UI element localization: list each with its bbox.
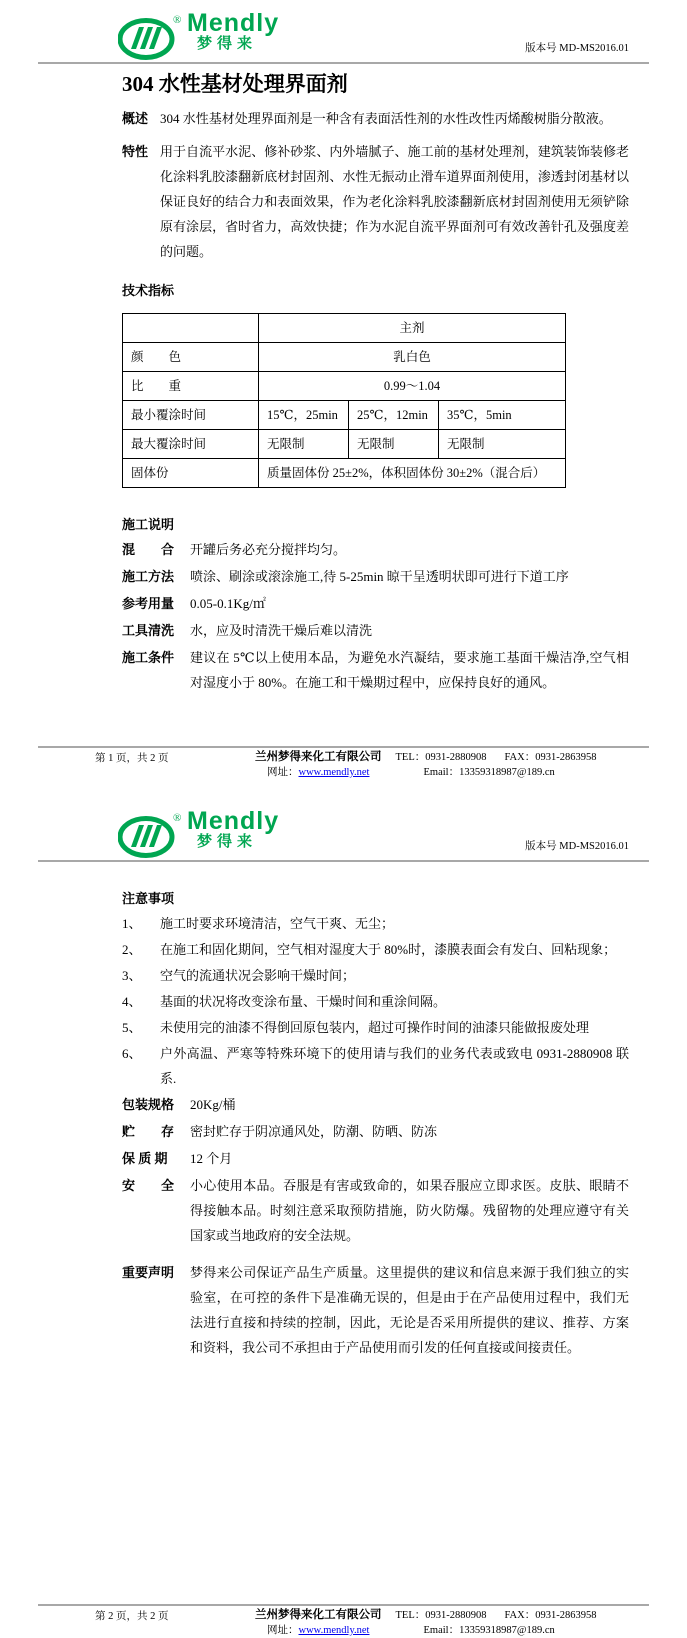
notice-text: 户外高温、严寒等特殊环境下的使用请与我们的业务代表或致电 0931-2880908 联系.	[160, 1046, 629, 1086]
spec-color-label: 颜 色	[123, 343, 259, 372]
table-row	[123, 401, 566, 430]
conditions-text: 建议在 5℃以上使用本品，为避免水汽凝结，要求施工基面干燥洁净,空气相对湿度小于 80%。在施工和干燥期过程中，应保持良好的通风。	[190, 650, 629, 690]
notice-item-5	[122, 1015, 629, 1040]
spec-max-recoat-label: 最大覆涂时间	[123, 430, 259, 459]
tool-cleaning-row	[122, 618, 629, 643]
feature-text: 用于自流平水泥、修补砂浆、内外墙腻子、施工前的基材处理剂，建筑装饰装修老化涂料乳胶漆翻新底材封固剂、水性无振动止滑车道界面剂使用，渗透封闭基材以保证良好的结合力和表面效果，作为老化涂料乳胶漆翻新底材封固剂使用无须铲除原有涂层，省时省力，高效快捷；作为水泥自流平界面剂可有效改善针孔及强度差的问题。	[160, 144, 629, 259]
mendly-logo-mark-icon	[118, 810, 184, 858]
registered-trademark-icon: ®	[173, 14, 182, 26]
table-row	[123, 343, 566, 372]
spec-empty-cell	[123, 314, 259, 343]
overview-label: 概述	[122, 111, 149, 126]
website-label: 网址：	[267, 767, 299, 778]
safety-row	[122, 1173, 629, 1248]
table-row	[123, 430, 566, 459]
conditions-label: 施工条件	[122, 650, 175, 665]
spec-min-recoat-35: 35℃，5min	[439, 401, 566, 430]
notice-number: 6、	[122, 1046, 142, 1061]
notice-heading: 注意事项	[122, 891, 175, 906]
method-row	[122, 564, 629, 589]
version-number: 版本号 MD-MS2016.01	[525, 43, 629, 54]
company-name: 兰州梦得来化工有限公司	[255, 1609, 382, 1621]
feature-label: 特性	[122, 144, 149, 159]
notice-number: 2、	[122, 942, 142, 957]
page-number: 第 1 页，共 2 页	[95, 753, 169, 764]
notice-item-1	[122, 911, 629, 936]
page-title: 304 水性基材处理界面剂	[122, 72, 348, 96]
fax-number: FAX：0931-2863958	[504, 1610, 597, 1621]
brand-name-en: Mendly	[187, 9, 280, 37]
table-row	[123, 459, 566, 488]
spec-min-recoat-label: 最小覆涂时间	[123, 401, 259, 430]
method-text: 喷涂、刷涂或滚涂施工,待 5-25min 晾干呈透明状即可进行下道工序	[190, 569, 569, 584]
notice-text: 未使用完的油漆不得倒回原包装内，超过可操作时间的油漆只能做报废处理	[160, 1020, 590, 1035]
packaging-text: 20Kg/桶	[190, 1097, 236, 1112]
notice-number: 5、	[122, 1020, 142, 1035]
brand-name-cn: 梦得来	[197, 35, 258, 52]
footer-divider	[38, 1604, 649, 1606]
notice-number: 1、	[122, 916, 142, 931]
notice-number: 4、	[122, 994, 142, 1009]
spec-min-recoat-25: 25℃，12min	[349, 401, 439, 430]
safety-text: 小心使用本品。吞服是有害或致命的，如果吞服应立即求医。皮肤、眼睛不得接触本品。时刻注意采取预防措施，防火防爆。残留物的处理应遵守有关国家或当地政府的安全法规。	[190, 1178, 629, 1243]
page-number: 第 2 页，共 2 页	[95, 1611, 169, 1622]
mendly-logo	[118, 807, 280, 858]
overview-row	[122, 106, 629, 131]
notice-text: 基面的状况将改变涂布量、干燥时间和重涂间隔。	[160, 994, 447, 1009]
website-link[interactable]: www.mendly.net	[298, 767, 370, 778]
usage-row	[122, 591, 629, 616]
shelf-life-text: 12 个月	[190, 1151, 233, 1166]
spec-main-agent-header: 主剂	[259, 314, 566, 343]
email-address: Email：13359318987@189.cn	[423, 767, 555, 778]
storage-text: 密封贮存于阴凉通风处，防潮、防晒、防冻	[190, 1124, 438, 1139]
conditions-row	[122, 645, 629, 695]
overview-text: 304 水性基材处理界面剂是一种含有表面活性剂的水性改性丙烯酸树脂分散液。	[160, 111, 612, 126]
notice-text: 在施工和固化期间，空气相对湿度大于 80%时，漆膜表面会有发白、回粘现象；	[160, 942, 617, 957]
mendly-logo-mark-icon	[118, 12, 184, 60]
page1-footer	[0, 746, 687, 780]
company-name: 兰州梦得来化工有限公司	[255, 751, 382, 763]
tech-spec-heading: 技术指标	[122, 283, 175, 298]
disclaimer-label: 重要声明	[122, 1265, 175, 1280]
page1-header	[118, 0, 629, 60]
tool-cleaning-text: 水，应及时清洗干燥后难以清洗	[190, 623, 373, 638]
tel-fax-line	[396, 750, 597, 765]
tel-fax-line	[396, 1608, 597, 1623]
website-line	[255, 765, 382, 780]
spec-max-recoat-25: 无限制	[349, 430, 439, 459]
table-row	[123, 314, 566, 343]
disclaimer-text: 梦得来公司保证产品生产质量。这里提供的建议和信息来源于我们独立的实验室，在可控的条件下是准确无误的，但是由于在产品使用过程中，我们无法进行直接和持续的控制，因此，无论是否采用所提供的建议、推荐、方案和资料，我公司不承担由于产品使用而引发的任何直接或间接责任。	[190, 1265, 629, 1355]
spec-max-recoat-35: 无限制	[439, 430, 566, 459]
email-address: Email：13359318987@189.cn	[423, 1625, 555, 1636]
tool-cleaning-label: 工具清洗	[122, 623, 175, 638]
logo-wordmark	[187, 807, 280, 850]
logo-wordmark	[187, 9, 280, 52]
version-number: 版本号 MD-MS2016.01	[525, 841, 629, 852]
spec-gravity-value: 0.99～1.04	[259, 372, 566, 401]
spec-max-recoat-15: 无限制	[259, 430, 349, 459]
mixing-row	[122, 537, 629, 562]
brand-name-en: Mendly	[187, 807, 280, 835]
spec-gravity-label: 比 重	[123, 372, 259, 401]
mixing-text: 开罐后务必充分搅拌均匀。	[190, 542, 347, 557]
construction-heading: 施工说明	[122, 517, 175, 532]
header-divider	[38, 860, 649, 862]
disclaimer-row	[122, 1260, 629, 1360]
fax-number: FAX：0931-2863958	[504, 752, 597, 763]
table-row	[123, 372, 566, 401]
page2-header	[118, 780, 629, 858]
spec-solids-label: 固体份	[123, 459, 259, 488]
feature-row	[122, 139, 629, 264]
usage-label: 参考用量	[122, 596, 175, 611]
spec-color-value: 乳白色	[259, 343, 566, 372]
notice-item-2	[122, 937, 629, 962]
notice-number: 3、	[122, 968, 142, 983]
packaging-label: 包装规格	[122, 1097, 175, 1112]
notice-item-6	[122, 1041, 629, 1091]
tel-number: TEL：0931-2880908	[395, 752, 487, 763]
website-line	[255, 1623, 382, 1638]
spec-solids-value: 质量固体份 25±2%，体积固体份 30±2%（混合后）	[259, 459, 566, 488]
footer-divider	[38, 746, 649, 748]
mixing-label: 混 合	[122, 542, 175, 557]
page2-footer	[0, 1604, 687, 1638]
page-1	[0, 0, 687, 780]
registered-trademark-icon: ®	[173, 812, 182, 824]
packaging-row	[122, 1092, 629, 1117]
mendly-logo	[118, 9, 280, 60]
header-divider	[38, 62, 649, 64]
usage-text: 0.05-0.1Kg/㎡	[190, 596, 266, 611]
storage-row	[122, 1119, 629, 1144]
tel-number: TEL：0931-2880908	[395, 1610, 487, 1621]
spec-min-recoat-15: 15℃，25min	[259, 401, 349, 430]
website-link[interactable]: www.mendly.net	[298, 1625, 370, 1636]
page-2	[0, 780, 687, 1638]
shelf-life-label: 保 质 期	[122, 1151, 168, 1166]
notice-text: 空气的流通状况会影响干燥时间；	[160, 968, 356, 983]
notice-text: 施工时要求环境清洁，空气干爽、无尘；	[160, 916, 395, 931]
shelf-life-row	[122, 1146, 629, 1171]
storage-label: 贮 存	[122, 1124, 175, 1139]
safety-label: 安 全	[122, 1178, 175, 1193]
notice-item-3	[122, 963, 629, 988]
method-label: 施工方法	[122, 569, 175, 584]
spec-table	[122, 313, 566, 488]
brand-name-cn: 梦得来	[197, 833, 258, 850]
website-label: 网址：	[267, 1625, 299, 1636]
notice-item-4	[122, 989, 629, 1014]
